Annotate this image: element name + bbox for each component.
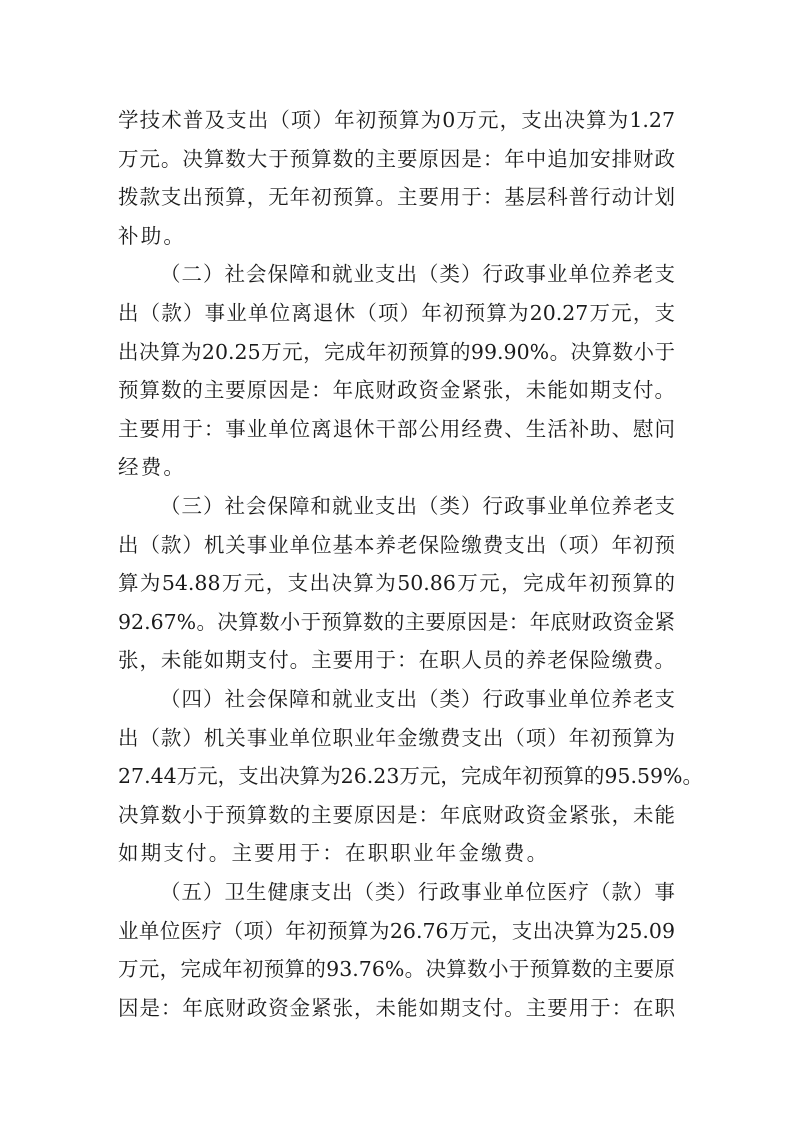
text-line: 出（款）机关事业单位职业年金缴费支出（项）年初预算为 [118, 726, 675, 750]
text-line: 算为54.88万元，支出决算为50.86万元，完成年初预算的 [118, 571, 675, 595]
text-line: 出决算为20.25万元，完成年初预算的99.90%。决算数小于 [118, 340, 675, 364]
paragraph-heading-5: （五）卫生健康支出（类）行政事业单位医疗（款）事 [160, 880, 675, 904]
text-line: 经费。 [118, 455, 187, 479]
text-line: 如期支付。主要用于：在职职业年金缴费。 [118, 841, 550, 865]
paragraph-heading-2: （二）社会保障和就业支出（类）行政事业单位养老支 [160, 262, 675, 286]
text-line: 92.67%。决算数小于预算数的主要原因是：年底财政资金紧 [118, 610, 675, 634]
text-line: 万元，完成年初预算的93.76%。决算数小于预算数的主要原 [118, 957, 675, 981]
text-line: 出（款）事业单位离退休（项）年初预算为20.27万元，支 [118, 301, 675, 325]
text-line: 决算数小于预算数的主要原因是：年底财政资金紧张，未能 [118, 803, 675, 827]
text-line: 预算数的主要原因是：年底财政资金紧张，未能如期支付。 [118, 378, 675, 402]
text-line: 张，未能如期支付。主要用于：在职人员的养老保险缴费。 [118, 648, 675, 672]
text-line: 业单位医疗（项）年初预算为26.76万元，支出决算为25.09 [118, 919, 675, 943]
text-line: 万元。决算数大于预算数的主要原因是：年中追加安排财政 [118, 147, 675, 171]
text-line: 主要用于：事业单位离退休干部公用经费、生活补助、慰问 [118, 417, 675, 441]
text-line: 出（款）机关事业单位基本养老保险缴费支出（项）年初预 [118, 533, 675, 557]
paragraph-heading-4: （四）社会保障和就业支出（类）行政事业单位养老支 [160, 687, 675, 711]
text-line: 27.44万元，支出决算为26.23万元，完成年初预算的95.59%。 [118, 764, 704, 788]
text-line: 学技术普及支出（项）年初预算为0万元，支出决算为1.27 [118, 108, 675, 132]
text-line: 拨款支出预算，无年初预算。主要用于：基层科普行动计划 [118, 185, 675, 209]
text-line: 补助。 [118, 224, 187, 248]
paragraph-heading-3: （三）社会保障和就业支出（类）行政事业单位养老支 [160, 494, 675, 518]
text-line: 因是：年底财政资金紧张，未能如期支付。主要用于：在职 [118, 996, 675, 1020]
